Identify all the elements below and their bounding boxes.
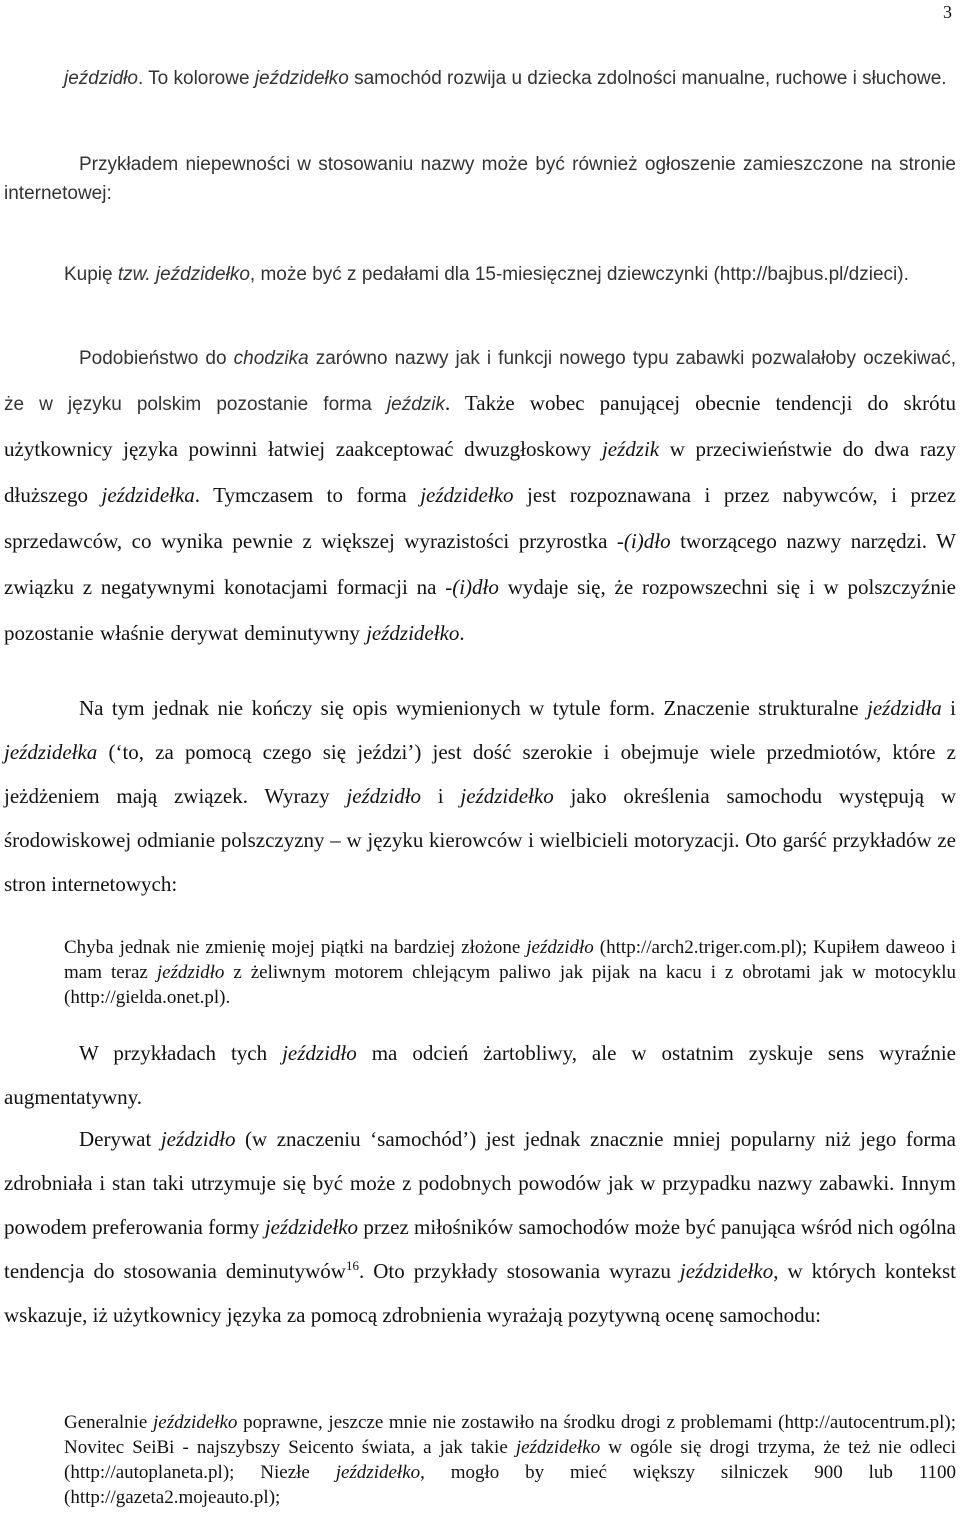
paragraph-6: W przykładach tych jeździdło ma odcień żartobliwy, ale w ostatnim zyskuje sens wyraźnie augmentatywny.	[4, 1041, 956, 1109]
quote-block-2: Generalnie jeździdełko poprawne, jeszcze mnie nie zostawiło na środku drogi z problemami (http://autocentrum.pl); Novitec SeiBi - najszybszy Seicento świata, a jak takie jeździdełko w ogóle się drogi trzyma, że też nie odleci (http://autoplaneta.pl); Niezłe jeździdełko, mogło by mieć większy silniczek 900 lub 1100 (http://gazeta2.mojeauto.pl);	[64, 1412, 956, 1508]
paragraph-1: jeździdło. To kolorowe jeździdełko samochód rozwija u dziecka zdolności manualne, ruchowe i słuchowe.	[64, 68, 947, 89]
paragraph-7: Derywat jeździdło (w znaczeniu ‘samochód’) jest jednak znacznie mniej popularny niż jego forma zdrobniała i stan taki utrzymuje się być może z podobnych powodów jak w przypadku nazwy zabawki. Innym powodem preferowania formy jeździdełko przez miłośników samochodów może być panująca wśród nich ogólna tendencja do stosowania deminutywów$^{16}$. Oto przykłady stosowania wyrazu jeździdełko, w których kontekst wskazuje, iż użytkownicy języka za pomocą zdrobnienia wyrażają pozytywną ocenę samochodu:	[4, 1127, 956, 1327]
paragraph-2: Przykładem niepewności w stosowaniu nazwy może być również ogłoszenie zamieszczone na stronie internetowej:	[4, 154, 956, 204]
paragraph-3: Kupię tzw. jeździdełko, może być z pedałami dla 15-miesięcznej dziewczynki (http://bajbus.pl/dzieci).	[64, 264, 909, 285]
paragraph-5: Na tym jednak nie kończy się opis wymienionych w tytule form. Znaczenie strukturalne jeździdła i jeździdełka (‘to, za pomocą czego się jeździ’) jest dość szerokie i obejmuje wiele przedmiotów, które z jeżdżeniem mają związek. Wyrazy jeździdło i jeździdełko jako określenia samochodu występują w środowiskowej odmianie polszczyzny – w języku kierowców i wielbicieli motoryzacji. Oto garść przykładów ze stron internetowych:	[4, 696, 956, 896]
paragraph-4: Podobieństwo do chodzika zarówno nazwy jak i funkcji nowego typu zabawki pozwalałoby oczekiwać, że w języku polskim pozostanie forma jeździk. Także wobec panującej obecnie tendencji do skrótu użytkownicy języka powinni łatwiej zaakceptować dwuzgłoskowy jeździk w przeciwieństwie do dwa razy dłuższego jeździdełka. Tymczasem to forma jeździdełko jest rozpoznawana i przez nabywców, i przez sprzedawców, co wynika pewnie z większej wyrazistości przyrostka -(i)dło tworzącego nazwy narzędzi. W związku z negatywnymi konotacjami formacji na -(i)dło wydaje się, że rozpowszechni się i w polszczyźnie pozostanie właśnie derywat deminutywny jeździdełko.	[4, 348, 957, 645]
footnote-marker: 16	[345, 1258, 359, 1273]
quote-block-1: Chyba jednak nie zmienię mojej piątki na bardziej złożone jeździdło (http://arch2.triger.com.pl); Kupiłem daweoo i mam teraz jeździdło z żeliwnym motorem chlejącym paliwo jak pijak na kacu i z obrotami jak w motocyklu (http://gielda.onet.pl).	[64, 937, 956, 1008]
page-number: 3	[943, 2, 952, 22]
